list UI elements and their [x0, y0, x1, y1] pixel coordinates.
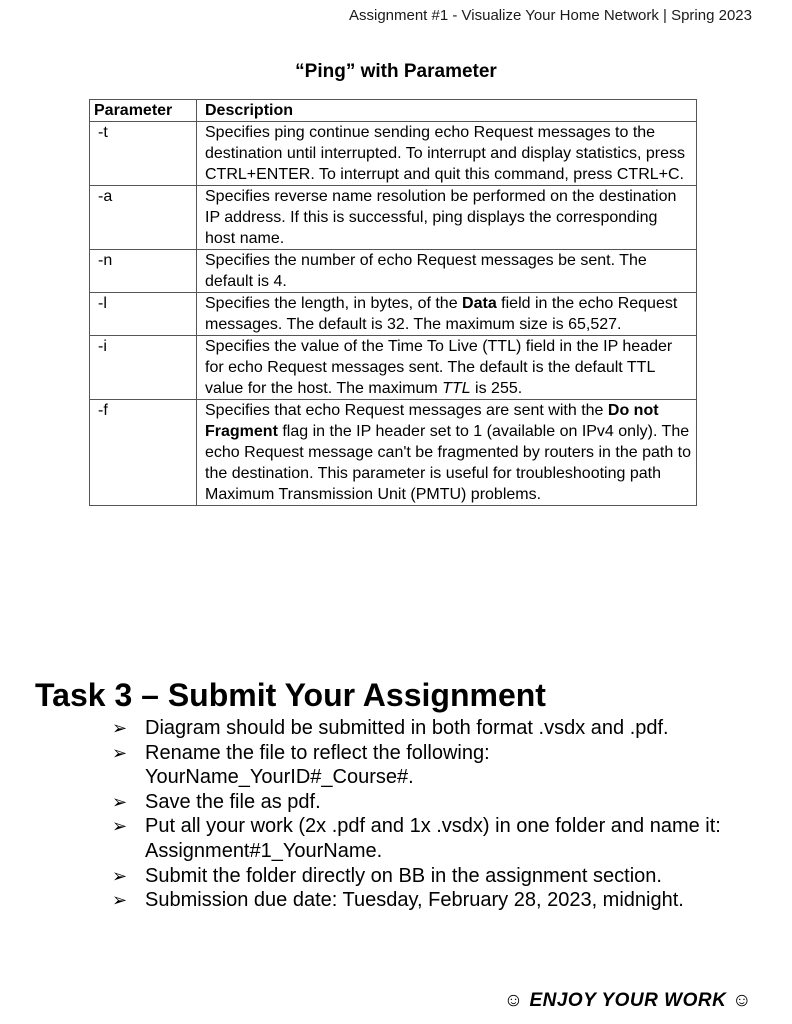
table-row [90, 293, 697, 336]
list-item [112, 814, 762, 863]
footer-text: ENJOY YOUR WORK [529, 990, 727, 1011]
table-row [90, 336, 697, 400]
arrow-bullet-icon: ➢ [112, 890, 128, 911]
list-item-text: Submission due date: Tuesday, February 28, 2023, midnight. [145, 889, 684, 912]
column-header-description: Description [197, 100, 697, 122]
arrow-bullet-icon: ➢ [112, 791, 128, 812]
description-cell: Specifies reverse name resolution be performed on the destination IP address. If this is successful, ping displays the corresponding host name. [197, 186, 697, 250]
table-row [90, 250, 697, 293]
parameter-cell: -a [90, 186, 197, 250]
parameter-cell: -n [90, 250, 197, 293]
table-row [90, 400, 697, 506]
page-header: Assignment #1 - Visualize Your Home Network | Spring 2023 [348, 7, 752, 24]
table-row [90, 186, 697, 250]
list-item-text: Rename the file to reflect the following: YourName_YourID#_Course#. [145, 741, 490, 789]
arrow-bullet-icon: ➢ [112, 865, 128, 886]
arrow-bullet-icon: ➢ [112, 816, 128, 837]
description-cell [197, 293, 697, 336]
description-text: is 255. [470, 380, 523, 397]
task3-heading: Task 3 – Submit Your Assignment [35, 677, 546, 713]
list-item-text: Diagram should be submitted in both format .vsdx and .pdf. [145, 717, 669, 739]
list-item [112, 790, 762, 815]
list-item [112, 716, 762, 741]
list-item-text: Put all your work (2x .pdf and 1x .vsdx) in one folder and name it: Assignment#1_YourName. [145, 815, 721, 862]
column-header-parameter: Parameter [90, 100, 197, 122]
parameter-cell: -t [90, 122, 197, 186]
list-item [112, 888, 762, 913]
description-italic-text: TTL [442, 380, 471, 397]
smiley-icon: ☺ [503, 990, 524, 1011]
description-bold-text: Data [462, 295, 497, 312]
smiley-icon: ☺ [732, 990, 752, 1011]
description-cell [197, 400, 697, 506]
task3-list [112, 716, 762, 913]
description-text: Specifies the value of the Time To Live (TTL) field in the IP header for echo Request messages sent. The default is the default TTL value for the host. The maximum [205, 338, 673, 397]
table-header-row [90, 100, 697, 122]
description-text: field in the echo Request messages. The default is 32. The maximum size is 65,527. [205, 295, 678, 333]
list-item-text: Save the file as pdf. [145, 790, 321, 813]
description-cell: Specifies the number of echo Request messages be sent. The default is 4. [197, 250, 697, 293]
parameter-cell: -l [90, 293, 197, 336]
parameter-cell: -f [90, 400, 197, 506]
description-text: Specifies the length, in bytes, of the [205, 295, 463, 312]
list-item [112, 864, 762, 889]
list-item [112, 741, 762, 790]
description-text: Specifies that echo Request messages are sent with the [205, 402, 608, 419]
description-cell: Specifies ping continue sending echo Request messages to the destination until interrupted. To interrupt and display statistics, press CTRL+ENTER. To interrupt and quit this command, press CTRL+C. [197, 122, 697, 186]
description-bold-text: Do not Fragment [205, 402, 659, 440]
list-item-text: Submit the folder directly on BB in the assignment section. [145, 864, 662, 887]
footer-signoff [504, 990, 752, 1012]
description-cell [197, 336, 697, 400]
arrow-bullet-icon: ➢ [112, 742, 128, 763]
ping-section-title: “Ping” with Parameter [295, 61, 497, 82]
table-row [90, 122, 697, 186]
parameter-cell: -i [90, 336, 197, 400]
arrow-bullet-icon: ➢ [112, 718, 128, 738]
ping-parameter-table [89, 99, 697, 506]
description-text: flag in the IP header set to 1 (available on IPv4 only). The echo Request message can't be fragmented by routers in the path to the destination. This parameter is useful for troubleshooting path Maximum Transmission Unit (PMTU) problems. [205, 423, 692, 503]
